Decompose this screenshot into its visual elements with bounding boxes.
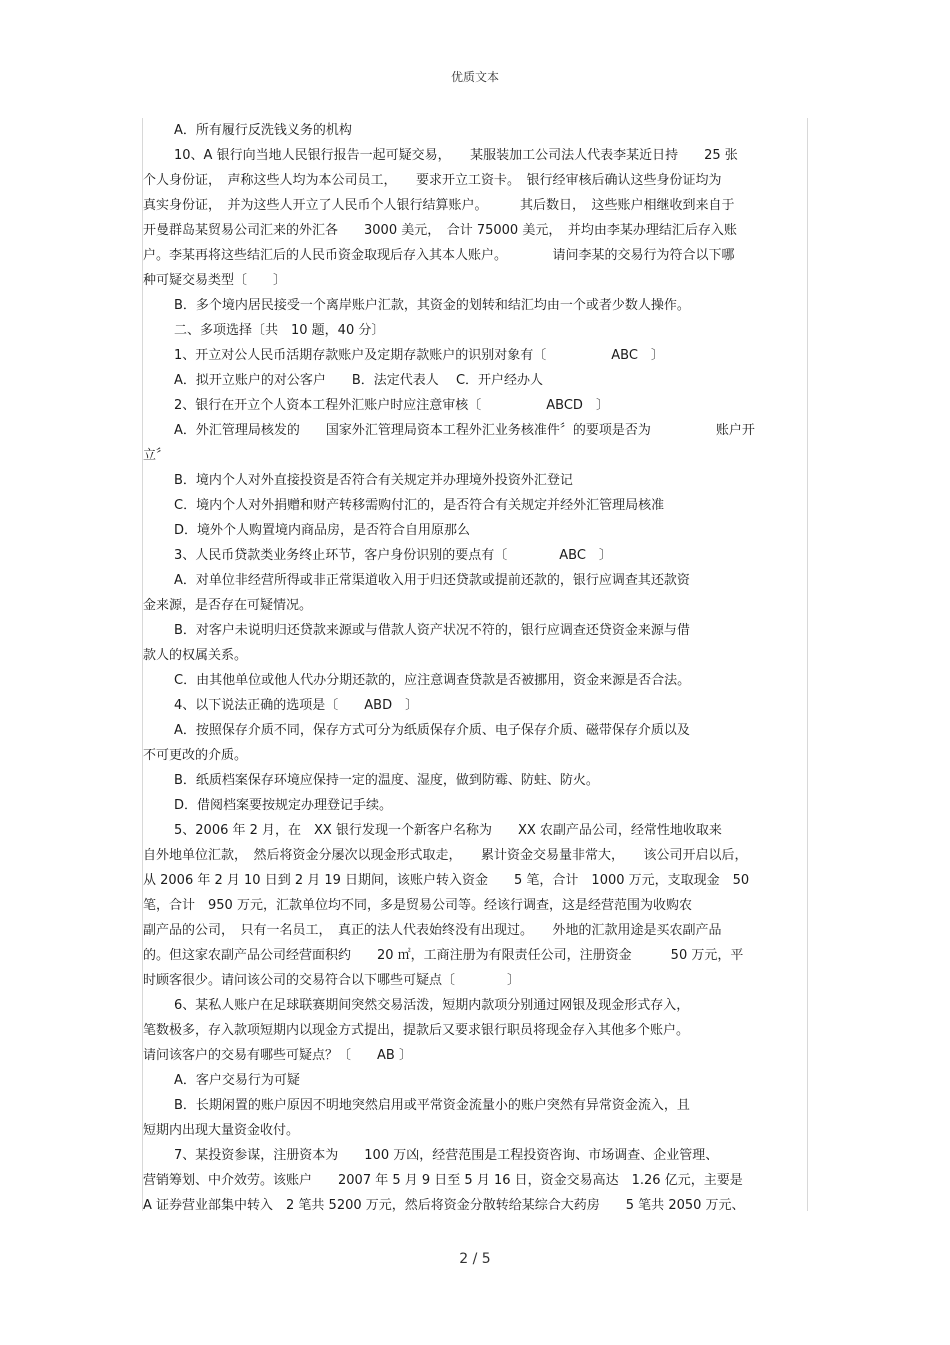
text-line: 请问该客户的交易有哪些可疑点？〔 AB 〕 (143, 1048, 412, 1063)
text-line: C．境内个人对外捐赠和财产转移需购付汇的，是否符合有关规定并经外汇管理局核准 (174, 498, 665, 513)
text-line: 开曼群岛某贸易公司汇来的外汇各 3000 美元， 合计 75000 美元， 并均由李某办理结汇后存入账 (143, 223, 737, 238)
text-line: 不可更改的介质。 (143, 748, 248, 763)
text-line: 户。李某再将这些结汇后的人民币资金取现后存入其本人账户。 请问李某的交易行为符合以下哪 (143, 248, 735, 263)
text-line: 7、某投资参谋，注册资本为 100 万凶，经营范围是工程投资咨询、市场调查、企业管理、 (174, 1148, 719, 1163)
text-line: B．多个境内居民接受一个离岸账户汇款，其资金的划转和结汇均由一个或者少数人操作。 (174, 298, 690, 313)
text-line: A．外汇管理局核发的 国家外汇管理局资本工程外汇业务核准件〞的要项是否为 账户开 (174, 423, 755, 438)
text-line: 二、多项选择〔共 10 题，40 分〕 (174, 323, 385, 338)
text-line: A．客户交易行为可疑 (174, 1073, 300, 1088)
text-line: 短期内出现大量资金收付。 (143, 1123, 300, 1138)
text-line: 10、A 银行向当地人民银行报告一起可疑交易， 某服装加工公司法人代表李某近日持 25 张 (174, 148, 738, 163)
text-line: 从 2006 年 2 月 10 日到 2 月 19 日期间，该账户转入资金 5 笔，合计 1000 万元，支取现金 50 (143, 873, 750, 888)
text-line: B．对客户未说明归还贷款来源或与借款人资产状况不符的，银行应调查还贷资金来源与借 (174, 623, 690, 638)
text-line: D．借阅档案要按规定办理登记手续。 (174, 798, 393, 813)
text-line: 4、以下说法正确的选项是〔 ABD 〕 (174, 698, 419, 713)
text-line: 1、开立对公人民币活期存款账户及定期存款账户的识别对象有〔 ABC 〕 (174, 348, 664, 363)
text-line: D．境外个人购置境内商品房，是否符合自用原那么 (174, 523, 471, 538)
text-line: A．所有履行反洗钱义务的机构 (174, 123, 352, 138)
text-line: 副产品的公司， 只有一名员工， 真正的法人代表始终没有出现过。 外地的汇款用途是买农副产品 (143, 923, 722, 938)
text-line: 5、2006 年 2 月，在 XX 银行发现一个新客户名称为 XX 农副产品公司，经常性地收取来 (174, 823, 722, 838)
text-line: 3、人民币贷款类业务终止环节，客户身份识别的要点有〔 ABC 〕 (174, 548, 612, 563)
text-line: C．由其他单位或他人代办分期还款的，应注意调查贷款是否被挪用，资金来源是否合法。 (174, 673, 691, 688)
text-line: 立〞 (143, 448, 170, 463)
text-line: 金来源，是否存在可疑情况。 (143, 598, 313, 613)
text-line: A．对单位非经营所得或非正常渠道收入用于归还贷款或提前还款的，银行应调查其还款资 (174, 573, 690, 588)
text-line: B．长期闲置的账户原因不明地突然启用或平常资金流量小的账户突然有异常资金流入，且 (174, 1098, 690, 1113)
text-line: 营销筹划、中介效劳。该账户 2007 年 5 月 9 日至 5 月 16 日，资金交易高达 1.26 亿元，主要是 (143, 1173, 743, 1188)
text-line: 自外地单位汇款， 然后将资金分屡次以现金形式取走， 累计资金交易量非常大， 该公司开启以后， (143, 848, 748, 863)
text-line: 时顾客很少。请问该公司的交易符合以下哪些可疑点〔 〕 (143, 973, 521, 988)
text-line: B．境内个人对外直接投资是否符合有关规定并办理境外投资外汇登记 (174, 473, 573, 488)
text-line: 笔，合计 950 万元，汇款单位均不同，多是贸易公司等。经该行调查，这是经营范围为收购农 (143, 898, 692, 913)
document-body (143, 118, 809, 1218)
text-line: 个人身份证， 声称这些人均为本公司员工， 要求开立工资卡。 银行经审核后确认这些身份证均为 (143, 173, 722, 188)
text-line: 真实身份证， 并为这些人开立了人民币个人银行结算账户。 其后数日， 这些账户相继收到来自于 (143, 198, 735, 213)
page-header: 优质文本 (450, 70, 499, 84)
text-line: A．按照保存介质不同，保存方式可分为纸质保存介质、电子保存介质、磁带保存介质以及 (174, 723, 690, 738)
page-number: 2 / 5 (459, 1251, 491, 1267)
text-line: A 证券营业部集中转入 2 笔共 5200 万元，然后将资金分散转给某综合大药房 5 笔共 2050 万元、 (143, 1198, 745, 1213)
text-line: 笔数极多，存入款项短期内以现金方式提出，提款后又要求银行职员将现金存入其他多个账户。 (143, 1023, 690, 1038)
text-line: 6、某私人账户在足球联赛期间突然交易活泼，短期内款项分别通过网银及现金形式存入， (174, 998, 690, 1013)
text-line: 的。但这家农副产品公司经营面积约 20 ㎡，工商注册为有限责任公司，注册资金 50 万元，平 (143, 948, 744, 963)
text-line: A．拟开立账户的对公客户 B．法定代表人 C．开户经办人 (174, 373, 544, 388)
text-line: 2、银行在开立个人资本工程外汇账户时应注意审核〔 ABCD 〕 (174, 398, 609, 413)
text-line: 款人的权属关系。 (143, 648, 248, 663)
text-line: 种可疑交易类型〔 〕 (143, 273, 287, 288)
text-line: B．纸质档案保存环境应保持一定的温度、湿度，做到防霉、防蛀、防火。 (174, 773, 599, 788)
